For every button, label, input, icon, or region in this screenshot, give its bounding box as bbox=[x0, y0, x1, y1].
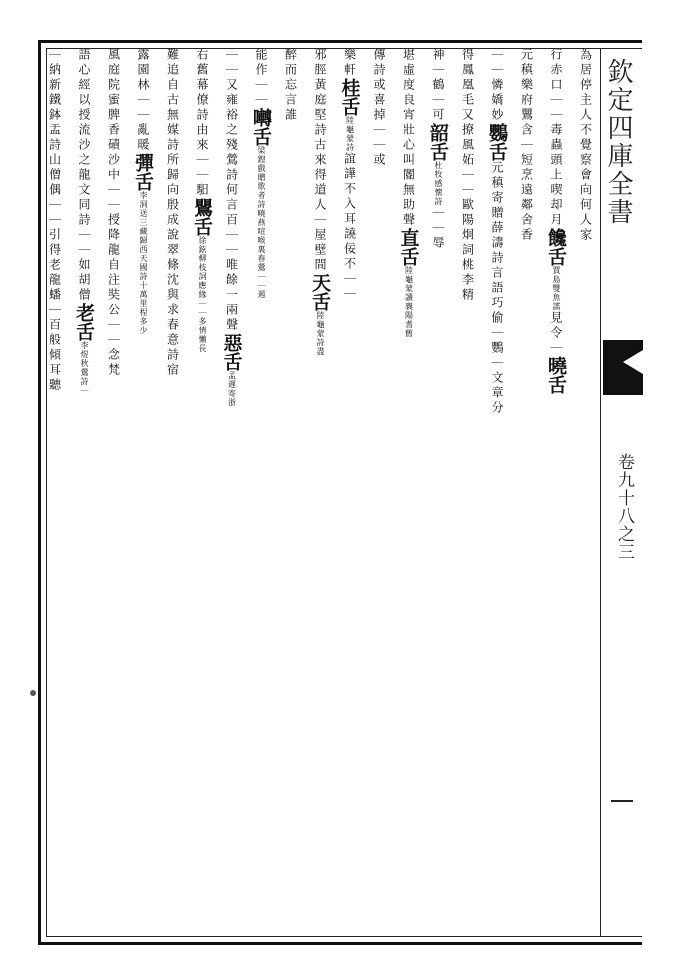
headword: 曉舌 bbox=[545, 356, 567, 394]
body-text: ｜短烹遠鄰舍香 bbox=[519, 138, 534, 243]
annotation-text: 杜牧感懷詩 bbox=[434, 161, 443, 206]
book-title: 欽定四庫全書 bbox=[603, 58, 633, 226]
body-text: 露園林｜｜亂暖 bbox=[136, 48, 150, 153]
header-divider-mark bbox=[611, 800, 633, 812]
headword: 饞舌 bbox=[545, 228, 567, 266]
annotation-text: 陸龜蒙讀襄陽耆舊 bbox=[404, 266, 414, 338]
annotation-text: 賈島雙魚謠 bbox=[552, 266, 561, 311]
volume-label: 卷九十八之三 bbox=[614, 453, 634, 561]
body-text: 神｜鶴｜可 bbox=[431, 48, 445, 123]
headword: 鸎舌 bbox=[191, 198, 213, 236]
annotation-text: 李煜秋鶯詩｜ bbox=[80, 341, 89, 395]
body-text: 壯心叫閽無助聲 bbox=[401, 123, 416, 228]
body-text: 元稹寄贈薛濤詩言語巧偷｜鸚｜文章分 bbox=[490, 161, 504, 416]
body-text: 醉而忘言誰 bbox=[283, 48, 298, 123]
body-text: 難追自古無媒詩所歸 bbox=[165, 48, 180, 183]
body-text: 得鳳凰毛又撩風妬｜｜歐陽炯詞桃李精 bbox=[460, 48, 475, 303]
body-text: 黃庭堅詩古來得道人｜屋壁間 bbox=[313, 78, 327, 273]
body-text: 風庭院蜜脾香 bbox=[106, 48, 121, 138]
headword: 天舌 bbox=[309, 273, 331, 311]
annotation-text: 徐鉉柳枝詞應緣｜｜多情懶長 bbox=[198, 236, 207, 353]
body-text: 元稹樂府鸎含 bbox=[519, 48, 534, 138]
body-text: ｜｜又雍裕之殘鶯詩何言百｜｜唯餘一兩聲 bbox=[224, 48, 239, 333]
body-text: 磧沙中｜｜授降龍自注奘公｜｜念梵 bbox=[106, 138, 121, 378]
headword: 惡舌 bbox=[220, 333, 243, 371]
annotation-text: 陸龜蒙詩 bbox=[345, 116, 355, 152]
body-text: 為居停主人不覺察會向何人家 bbox=[578, 48, 593, 243]
ink-spot bbox=[30, 690, 36, 696]
headword: 直舌 bbox=[397, 228, 420, 266]
headword: 桂舌 bbox=[338, 78, 361, 116]
body-text: ｜｜憐嬌妙 bbox=[490, 48, 504, 123]
body-text: 樂軒 bbox=[342, 48, 357, 78]
annotation-text: 梁鍠戲贈歌者詩曉燕喧喉裏春鶯｜｜遏 bbox=[257, 146, 266, 299]
annotation-text: 孟遲寄浙 bbox=[227, 371, 237, 407]
annotation-text: 陸龜蒙詩盡 bbox=[316, 311, 325, 356]
body-text: 行赤口｜｜毒蟲頭上喫却月 bbox=[549, 48, 563, 228]
body-text: ｜｜辱 bbox=[431, 206, 445, 251]
body-text: ｜納新鐵鉢盂詩山僧偶｜｜引得老龍蟠 bbox=[47, 48, 62, 303]
body-text: 邪脛 bbox=[313, 48, 327, 78]
text-column bbox=[33, 48, 77, 937]
body-text: 堪虛度良宵 bbox=[401, 48, 416, 123]
body-text: 語心經以授流沙之龍文同詩｜｜如胡僧 bbox=[77, 48, 91, 303]
headword: 韶舌 bbox=[427, 123, 449, 161]
headword: 囀舌 bbox=[250, 108, 272, 146]
annotation-text: 李洞送三藏歸西天國詩十萬里程多少 bbox=[139, 191, 148, 335]
headword: 老舌 bbox=[73, 303, 95, 341]
body-text: 能作｜｜ bbox=[254, 48, 268, 108]
body-text: 見令｜ bbox=[549, 311, 563, 356]
body-text: 誼譁不入耳譊佞不｜｜ bbox=[342, 152, 357, 302]
body-text: 右舊幕僚詩由來｜｜馹 bbox=[195, 48, 209, 198]
headword: 鸚舌 bbox=[486, 123, 508, 161]
body-text: 向殷成說翠條沈與求春意詩宿 bbox=[165, 183, 180, 378]
body-text: ｜百般傾耳聽 bbox=[47, 303, 62, 393]
headword: 彈舌 bbox=[132, 153, 154, 191]
fish-tail-mark-icon bbox=[603, 340, 643, 395]
body-text: 傳詩或喜掉｜｜或 bbox=[372, 48, 386, 168]
